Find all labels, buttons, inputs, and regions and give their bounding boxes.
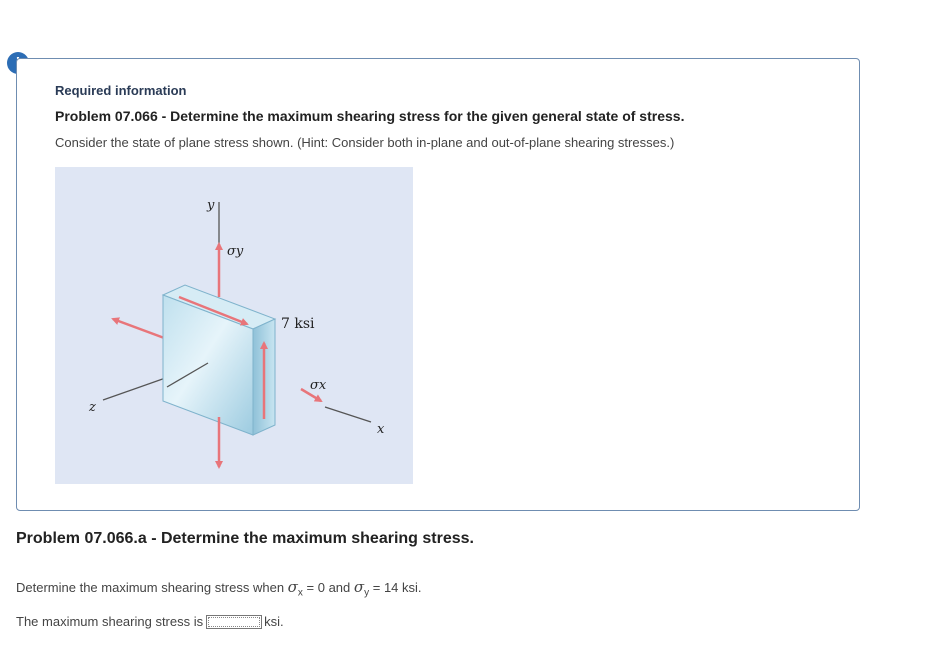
answer-row [16,614,284,629]
problem-title: Problem 07.066 - Determine the maximum shearing stress for the given general state of stress. [55,108,685,124]
sigma-y-symbol: σ [353,578,365,596]
sigma-x-value: = 0 and [302,580,354,595]
part-a-title: Problem 07.066.a - Determine the maximum shearing stress. [16,530,474,547]
answer-unit: ksi. [264,614,284,629]
z-axis-label: z [89,400,96,415]
stress-element-figure [55,167,413,484]
question-prefix: Determine the maximum shearing stress when [16,580,288,595]
sigma-x-label: σx [310,378,327,393]
problem-description: Consider the state of plane stress shown. (Hint: Consider both in-plane and out-of-plane shearing stresses.) [55,135,675,150]
sigma-y-label: σy [227,244,244,259]
sigma-y-subscript: y [364,587,370,599]
sigma-y-value: = 14 ksi. [369,580,422,595]
shear-stress-label: 7 ksi [281,316,315,332]
x-axis [325,407,371,422]
required-information-box [16,58,860,511]
required-information-label: Required information [55,83,187,98]
answer-label: The maximum shearing stress is [16,614,204,629]
sigma-x-symbol: σ [287,578,298,596]
max-shearing-stress-input[interactable] [206,615,262,629]
stress-element-diagram [55,167,413,484]
y-axis-label: y [207,198,215,213]
x-axis-label: x [377,422,385,437]
sigma-x-subscript: x [297,587,303,599]
part-a-question [16,578,422,599]
